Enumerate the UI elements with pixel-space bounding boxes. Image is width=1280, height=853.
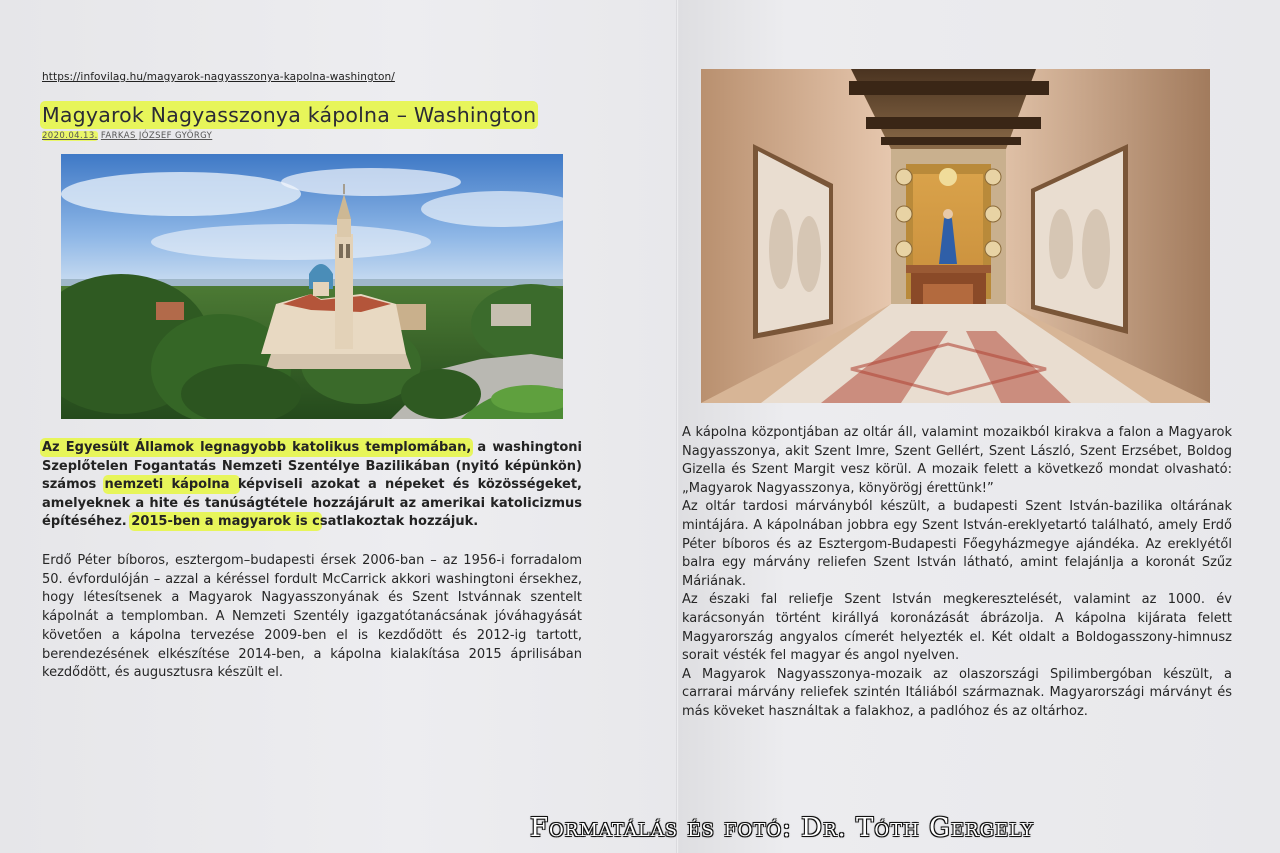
- basilica-photo: [61, 154, 563, 419]
- intro-highlight-2: nemzeti kápolna: [104, 477, 238, 492]
- article-title-text: Magyarok Nagyasszonya kápolna – Washington: [42, 103, 537, 127]
- history-paragraph: Erdő Péter bíboros, esztergom–budapesti érsek 2006-ban – az 1956-i forradalom 50. évfordulóján – azzal a kéréssel fordult McCarrick akkori washingtoni érsekhez, hogy létesítsenek a Magyarok Nagyasszonyának és Szent Istvánnak szentelt kápolnát a templomban. A Nemzeti Szentély igazgatótanácsának jóváhagyását követően a kápolna tervezése 2009-ben el is kezdődött és 2012-ig tartott, berendezésének elkészítése 2014-ben, a kápolna kialakítása 2015 áprilisában kezdődött, és augusztusra készült el.: [42, 553, 582, 681]
- description-paragraph: A kápolna központjában az oltár áll, valamint mozaikból kirakva a falon a Magyarok Nagyasszonya, akit Szent Imre, Szent Gellért, Szent László, Szent Erzsébet, Boldog Gizella és Szent Margit vesz körül. A mozaik felett a következő mondat olvasható: „Magyarok Nagyasszonya, könyörögj érettünk!”: [682, 425, 1232, 496]
- intro-highlight-3: 2015-ben a magyarok is c: [131, 514, 320, 529]
- description-paragraph: Az északi fal reliefje Szent István megkeresztelését, valamint az 1000. év karácsonyán történt királlyá koronázását ábrázolja. A kápolna kijárata felett Magyarország angyalos címerét helyezték el. Két oldalt a Boldogasszony-himnusz sorait vésték fel magyar és angol nyelven.: [682, 592, 1232, 664]
- chapel-description: [682, 424, 1232, 722]
- intro-highlight-1: Az Egyesült Államok legnagyobb katolikus templomában,: [42, 440, 472, 455]
- intro-text-2: képviseli azokat a népeket és közösségeket, amelyeknek a hite és tanúságtétele hozzájárult az amerikai katolicizmus építéséhez.: [42, 477, 582, 529]
- description-paragraph: A Magyarok Nagyasszonya-mozaik az olaszországi Spilimbergóban készült, a carrarai márvány reliefek szintén Itáliából származnak. Magyarországi márványt és más köveket használtak a falakhoz, a padlóhoz és az oltárhoz.: [682, 666, 1232, 719]
- photo-credit: Formatálás és fotó: Dr. Tóth Gergely: [530, 813, 1034, 843]
- page-gutter: [676, 0, 679, 853]
- intro-paragraph: [42, 439, 582, 532]
- article-title: [42, 103, 536, 127]
- intro-text-1: a washingtoni Szeplőtelen Fogantatás Nemzeti Szentélye Bazilikában (nyitó képünkön) számos: [42, 440, 582, 492]
- description-paragraph: Az oltár tardosi márványból készült, a budapesti Szent István-bazilika oltárának mintájára. A kápolnában jobbra egy Szent István-ereklyetartó található, amely Erdő Péter bíboros és az Esztergom-Budapesti Főegyházmegye ajándéka. Az ereklyétől balra egy márvány reliefen Szent István látható, amint felajánlja a koronát Szűz Máriának.: [682, 499, 1232, 589]
- intro-text-3: satlakoztak hozzájuk.: [319, 514, 479, 529]
- article-meta: [42, 131, 212, 141]
- source-url: https://infovilag.hu/magyarok-nagyasszonya-kapolna-washington/: [42, 71, 395, 83]
- article-author: FARKAS JÓZSEF GYÖRGY: [100, 131, 213, 141]
- article-date: 2020.04.13.: [42, 131, 98, 141]
- chapel-interior-photo: [701, 69, 1210, 403]
